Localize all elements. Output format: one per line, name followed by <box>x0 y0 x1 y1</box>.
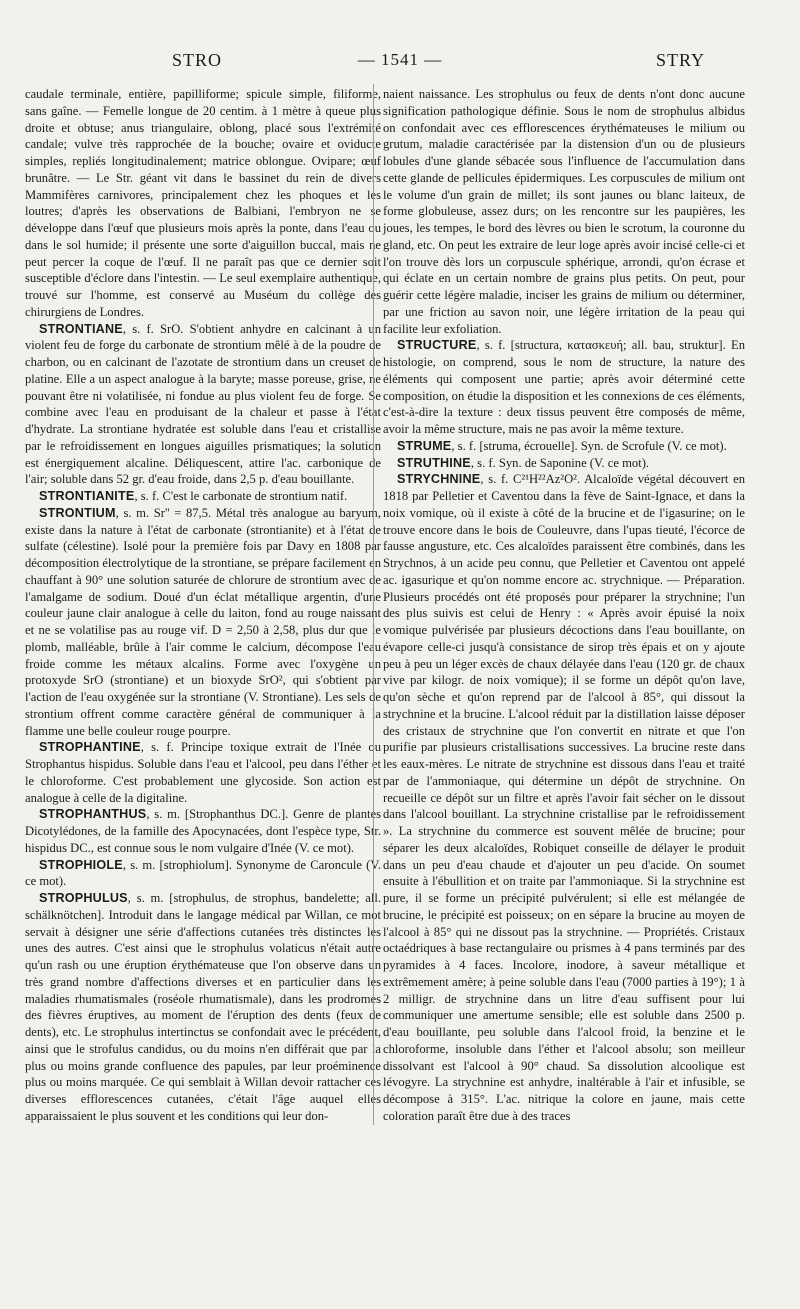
entry-headword: STROPHANTHUS <box>39 807 147 822</box>
dictionary-entry <box>25 488 381 505</box>
entry-body: , s. m. [Strophanthus DC.]. Genre de plantes Dicotylédones, de la famille des Apocynacées, dont l'espèce type, Str. hispidus DC., est connue sous le nom vulgaire d'Inée (V. ce mot). <box>25 807 381 855</box>
dictionary-entry <box>383 455 745 472</box>
continued-text <box>383 86 745 337</box>
entry-headword: STRUTHINE <box>397 455 471 470</box>
header-right-guide-word: STRY <box>655 50 705 70</box>
header-left-guide-word: STRO <box>172 50 223 70</box>
entry-body: naient naissance. Les strophulus ou feux de dents n'ont donc aucune signification pathologique définie. Sous le nom de strophulus albidus on confondait avec ces efflorescences érythémateuses le milium ou grutum, maladie caractérisée par la distension d'un ou de plusieurs lobules d'une glande sébacée sous l'influence de l'accumulation dans cette glande de pellicules épidermiques. Les corpuscules de milium ont le volume d'un grain de millet; ils sont jaunes ou blanc laiteux, de forme globuleuse, assez durs; on les rencontre sur les paupières, les joues, les tempes, le bord des lèvres ou bien le scrotum, la couronne du gland, etc. On peut les extraire de leur loge après avoir incisé celle-ci et l'on trouve dès lors un corpuscule sphérique, arrondi, qu'on écrase et qui éclate en un certain nombre de grains plus petits. On peut, pour guérir cette légère maladie, inciser les grains de milium ou déterminer, par une friction au savon noir, une légère irritation de la peau qui facilite leur exfoliation. <box>383 87 745 336</box>
left-column <box>25 86 381 1125</box>
entry-headword: STRONTIANE <box>39 321 123 336</box>
entry-body: , s. f. [struma, écrouelle]. Syn. de Scrofule (V. ce mot). <box>451 438 727 453</box>
dictionary-entry <box>25 505 381 740</box>
entry-headword: STROPHANTINE <box>39 740 141 755</box>
entry-body: , s. m. Sr'' = 87,5. Métal très analogue au baryum, existe dans la nature à l'état de carbonate (strontianite) et à l'état de sulfate (célestine). Isolé pour la première fois par Davy en 1808 par décomposition électrolytique de la strontiane, se prépare facilement en chauffant à 90° une solution saturée de chlorure de strontium avec de l'amalgame de sodium. Doué d'un éclat métallique argentin, d'une couleur jaune clair analogue à celle du laiton, fond au rouge naissant et ne se volatilise pas au rouge vif. D = 2,50 à 2,58, plus dur que le plomb, malléable, brûle à l'air comme le calcium, décompose l'eau froide comme les métaux alcalins. Forme avec l'oxygène un protoxyde SrO (strontiane) et un bioxyde SrO², qui s'obtient par l'action de l'eau oxygénée sur la strontiane (V. Strontiane). Les sels de strontium offrent comme caractère général de communiquer à la flamme une belle couleur rouge pourpre. <box>25 505 381 738</box>
running-header <box>20 50 780 84</box>
right-column <box>383 86 745 1125</box>
entry-body: , s. f. C'est le carbonate de strontium natif. <box>134 489 348 503</box>
entry-body: , s. m. [strophulus, de strophus, bandelette; all. schälknötchen]. Introduit dans le langage médical par Willan, ce mot servait à désigner une série d'affections cutanées très distinctes les unes des autres. C'est ainsi que le strophulus volaticus n'était autre qu'un rash ou une éruption érythémateuse que l'on observe dans un très grand nombre d'affections diverses et en particulier dans les maladies rhumatismales (roséole rhumatismale), dans les prodromes des fièvres éruptives, au moment de l'éruption des dents (feux de dents), etc. Le strophulus intertinctus se confondait avec le précédent, ainsi que le strofulus candidus, ou du moins n'en différait que par la plus ou moins grande confluence des papules, par leur proéminence plus ou moins marquée. Ce qui semblait à Willan devoir rattacher ces diverses efflorescences cutanées, c'était l'âge auquel elles apparaissaient le plus souvent et les conditions qui leur don- <box>25 891 381 1123</box>
dictionary-entry <box>25 857 381 891</box>
entry-body: , s. f. C²¹H²²Az²O². Alcaloïde végétal découvert en 1818 par Pelletier et Caventou dans la fève de Saint-Ignace, et dans la noix vomique, où il existe à côté de la brucine et de l'igasurine; on le trouve encore dans le bois de Couleuvre, dans l'upas tieuté, l'écorce de fausse angusture, etc. Ces alcaloïdes paraissent être combinés, dans les Strychnos, à un acide peu connu, que Pelletier et Caventou ont appelé ac. igasurique et qu'on nomme encore ac. strychnique. — Préparation. Plusieurs procédés ont été proposés pour préparer la strychnine; l'un des plus suivis est celui de Henry : « Après avoir épuisé la noix vomique pulvérisée par plusieurs décoctions dans l'eau bouillante, on évapore celle-ci jusqu'à consistance de sirop très épais et on y ajoute peu à peu un léger excès de chaux délayée dans l'eau (120 gr. de chaux vive par kilogr. de noix vomique); il se forme un dépôt qu'on lave, qu'on sèche et qu'on reprend par de l'alcool à 85°, qui dissout la strychnine et la brucine. L'alcool réduit par la distillation laisse déposer des cristaux de strychnine que l'on convertit en nitrate et que l'on purifie par plusieurs cristallisations successives. La brucine reste dans les eaux-mères. Le nitrate de strychnine est dissous dans l'eau et traité par de l'ammoniaque, qui détermine un dépôt de strychnine. On recueille ce dépôt sur un filtre et après l'avoir fait sécher on le dissout dans l'alcool bouillant. La strychnine cristallise par le refroidissement ». La strychnine du commerce est souvent mêlée de brucine; pour séparer les deux alcaloïdes, Robiquet conseille de délayer le produit dans un peu d'eau chaude et d'ajouter un peu d'acide. On soumet ensuite à l'ébullition et on traite par l'ammoniaque. Si la strychnine est pure, il se forme un précipité pulvérulent; si elle est mélangée de brucine, le précipité est poisseux; on en sépare la brucine au moyen de l'alcool à 85° qui ne dissout pas la strychnine. — Propriétés. Cristaux octaédriques à base rectangulaire ou prismes à 4 pans terminés par des pyramides à 4 faces. Incolore, inodore, à saveur métallique et extrêmement amère; à peine soluble dans l'eau (7000 parties à 19°); 1 à 2 milligr. de strychnine dans un litre d'eau suffisent pour lui communiquer une amertume sensible; elle est soluble dans 2500 p. d'eau bouillante, peu soluble dans l'alcool froid, la benzine et le chloroforme, insoluble dans l'éther et l'alcool absolu; son meilleur dissolvant est l'alcool à 90° chaud. Sa dissolution alcoolique est lévogyre. La strychnine est anhydre, inaltérable à l'air et infusible, se décompose à 315°. L'ac. nitrique la colore en jaune, mais cette coloration paraît être due à des traces <box>383 472 745 1123</box>
page-number: — 1541 — <box>357 50 443 69</box>
entry-headword: STROPHIOLE <box>39 857 123 872</box>
dictionary-entry <box>383 337 745 438</box>
entry-headword: STRUME <box>397 438 452 453</box>
entry-headword: STROPHULUS <box>39 891 128 905</box>
entry-headword: STRUCTURE <box>397 338 477 353</box>
dictionary-entry <box>25 321 381 489</box>
dictionary-entry <box>383 471 745 1124</box>
entry-body: , s. f. [structura, κατασκευή; all. bau, struktur]. En histologie, on comprend, sous le nom de structure, la nature des éléments qui composent une partie; après avoir déterminé cette composition, on étudie la disposition et les connexions de ces éléments, c'est-à-dire la texture : deux tissus peuvent être composés de même, avoir la même structure, mais ne pas avoir la même texture. <box>383 338 745 436</box>
entry-body: , s. f. Syn. de Saponine (V. ce mot). <box>470 455 650 470</box>
entry-body: , s. f. SrO. S'obtient anhydre en calcinant à un violent feu de forge du carbonate de strontium mêlé à de la poudre de charbon, ou en calcinant de l'azotate de strontium dans un creuset de platine. Elle a un aspect analogue à la baryte; masse poreuse, grise, ne pouvant être ni volatilisée, ni fondue au plus violent feu de forge. Se combine avec l'eau en produisant de la chaleur et passe à l'état d'hydrate. La strontiane hydratée est soluble dans l'eau et cristallise par le refroidissement en longues aiguilles prismatiques; la solution est énergiquement alcaline. Déliquescent, attire l'ac. carbonique de l'air; soluble dans 52 gr. d'eau froide, dans 2,5 p. d'eau bouillante. <box>25 321 381 487</box>
entry-headword: STRYCHNINE <box>397 472 481 487</box>
dictionary-entry <box>25 739 381 806</box>
entry-body: , s. f. Principe toxique extrait de l'Inée ou Strophantus hispidus. Soluble dans l'eau et l'alcool, peu dans l'éther et le chloroforme. C'est probablement une glycoside. Son action est analogue à celle de la digitaline. <box>25 740 381 805</box>
entry-body: caudale terminale, entière, papilliforme; spicule simple, filiforme, sans gaîne. — Femelle longue de 20 centim. à 1 mètre à queue plus droite et obtuse; anus triangulaire, oblong, placé sous l'extrémité candale; vulve très rapprochée de la bouche; ovaire et oviducte simples, repliés longitudinalement; matrice oblongue. Ovipare; œuf brunâtre. — Le Str. géant vit dans le bassinet du rein de divers Mammifères carnivores, principalement chez les phoques et les loutres; d'après les observations de Balbiani, l'embryon ne se développe dans l'œuf que plusieurs mois après la ponte, dans l'eau ou dans le sol humide; il présente une sorte d'aiguillon buccal, mais ne peut percer la coque de l'œuf. Il ne paraît pas que ce dernier soit susceptible d'éclore dans l'intestin. — Le seul exemplaire authentique, trouvé sur l'homme, est conservé au Muséum du collège des chirurgiens de Londres. <box>25 87 381 319</box>
dictionary-entry <box>25 806 381 856</box>
entry-headword: STRONTIANITE <box>39 489 135 503</box>
dictionary-entry <box>25 890 381 1125</box>
entry-body: , s. m. [strophiolum]. Synonyme de Caroncule (V. ce mot). <box>25 857 381 889</box>
dictionary-entry <box>383 438 745 455</box>
continued-text <box>25 86 381 321</box>
entry-headword: STRONTIUM <box>39 505 116 520</box>
